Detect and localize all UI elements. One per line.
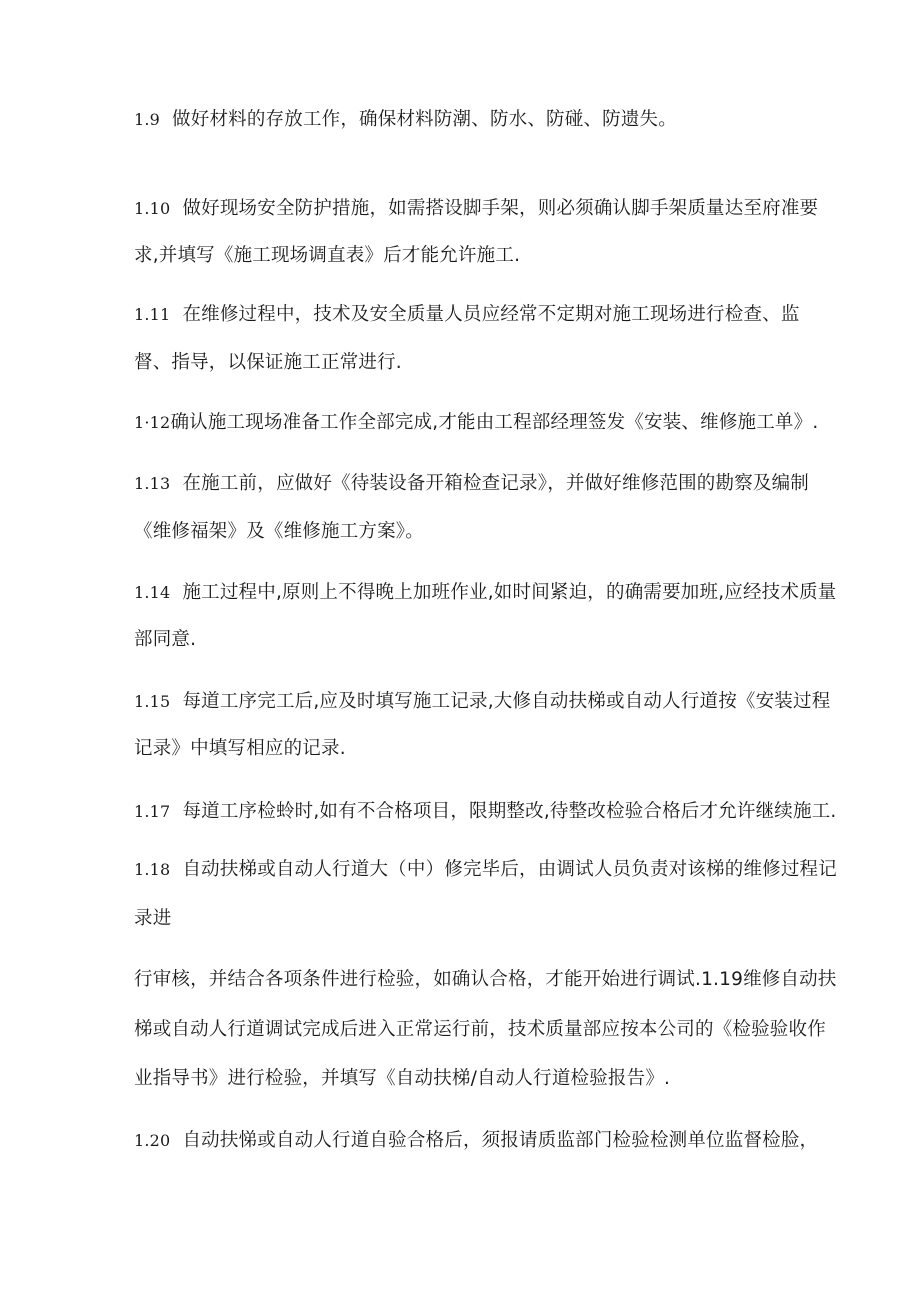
item-1-13-line-1 [134,471,809,497]
item-1-10-line-2 [134,243,520,269]
item-number: 1.10 [134,199,171,218]
item-1-9-line-1 [134,107,677,133]
item-text: 《维修福架》及《维修施工方案》。 [134,521,424,542]
item-text: 梯或自动人行道调试完成后进入正常运行前，技术质量部应按本公司的《检验验收作 [134,1019,826,1040]
continuation-line-2 [134,1017,826,1043]
item-number: 1.9 [134,110,161,129]
item-text: 录进 [134,908,172,929]
item-1-11-line-1 [134,302,800,328]
item-text: 求,并填写《施工现场调直表》后才能允许施工. [134,245,521,266]
item-1-18-line-1 [134,857,837,883]
item-text: 行审核，并结合各项条件进行检验，如确认合格，才能开始进行调试.1.19维修自动扶 [134,969,837,990]
item-1-12-line-1 [134,410,818,436]
item-number: 1.11 [134,305,171,324]
item-1-20-line-1 [134,1128,818,1154]
item-text: 记录》中填写相应的记录. [134,738,346,759]
item-text: 施工过程中,原则上不得晚上加班作业,如时间紧迫，的确需要加班,应经技术质量 [182,582,837,603]
item-text: 部同意. [134,629,197,650]
item-1-17-line-1 [134,799,836,825]
item-text: 在维修过程中，技术及安全质量人员应经常不定期对施工现场进行检查、监 [182,304,800,325]
item-text: 自动扶悌或自动人行道自验合格后，须报请质监部门检验检测单位监督检脸， [182,1130,819,1151]
item-1-15-line-2 [134,736,346,762]
item-number: 1.13 [134,474,171,493]
continuation-line-1 [134,967,837,993]
item-text: 每道工序检蛉时,如有不合格项目，限期整改,待整改检验合格后才允许继续施工. [182,801,837,822]
item-text: 业指导书》进行检验，并填写《自动扶梯/自动人行道检验报告》. [134,1068,671,1089]
item-number: 1.18 [134,860,171,879]
item-text: 自动扶梯或自动人行道大（中）修完毕后，由调试人员负责对该梯的维修过程记 [182,859,837,880]
item-1-14-line-1 [134,580,836,606]
item-number: 1.14 [134,583,171,602]
item-text: 在施工前，应做好《待装设备开箱检查记录》，并做好维修范围的勘察及编制 [182,473,809,494]
item-1-13-line-2 [134,519,424,545]
item-number: 1·12 [134,413,171,432]
item-1-18-line-2 [134,906,171,932]
continuation-line-3 [134,1066,670,1092]
item-number: 1.17 [134,802,171,821]
item-text: 做好材料的存放工作，确保材料防潮、防水、防碰、防遗失。 [172,109,677,130]
item-1-11-line-2 [134,350,402,376]
item-number: 1.20 [134,1131,171,1150]
item-number: 1.15 [134,692,171,711]
item-1-10-line-1 [134,196,818,222]
item-1-14-line-2 [134,627,196,653]
item-1-15-line-1 [134,689,830,715]
item-text: 每道工序完工后,应及时填写施工记录,大修自动扶梯或自动人行道按《安装过程 [182,691,831,712]
item-text: 确认施工现场准备工作全部完成,才能由工程部经理签发《安装、维修施工单》. [170,412,819,433]
item-text: 做好现场安全防护措施，如需搭设脚手架，则必须确认脚手架质量达至府准要 [182,198,819,219]
item-text: 督、指导，以保证施工正常进行. [134,352,402,373]
